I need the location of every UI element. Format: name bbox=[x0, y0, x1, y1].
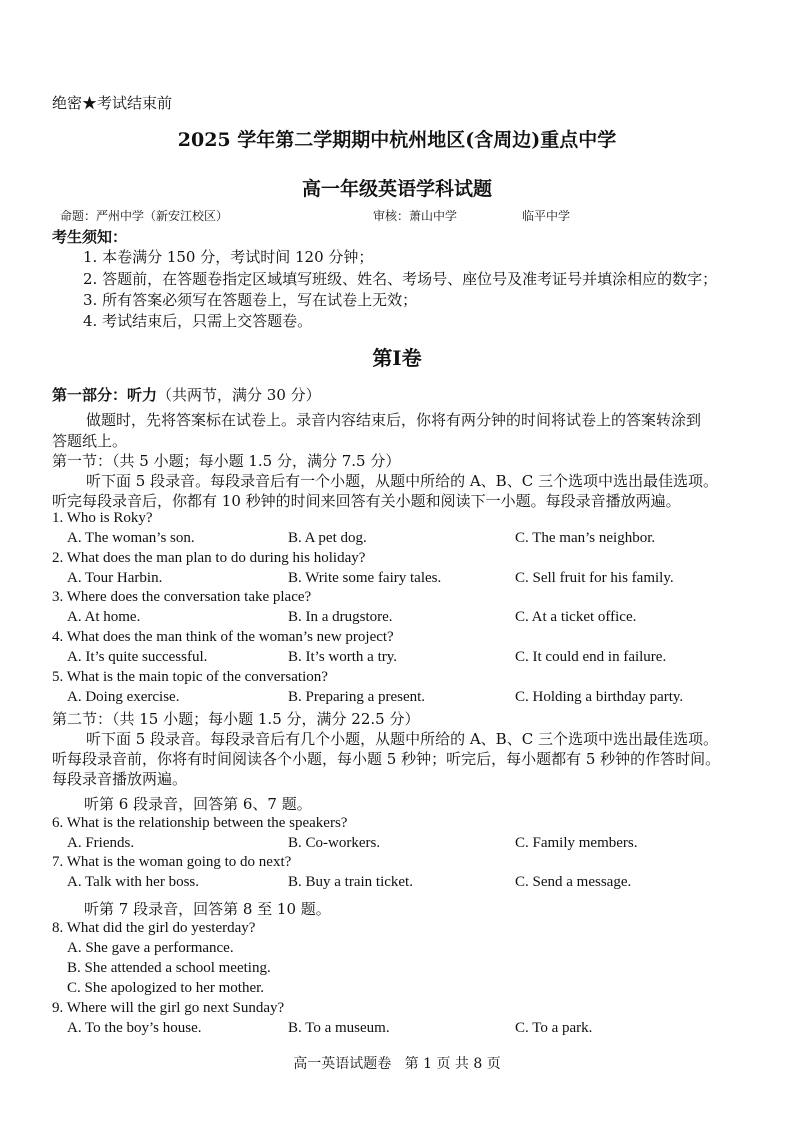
question-stem: 4. What does the man think of the woman’s new project? bbox=[52, 629, 394, 645]
section1-instruction-cont: 听完每段录音后，你都有 10 秒钟的时间来回答有关小题和阅读下一小题。每段录音播放两遍。 bbox=[52, 492, 681, 510]
notice-heading: 考生须知： bbox=[52, 228, 128, 246]
part1-heading-bold: 第一部分：听力 bbox=[52, 386, 158, 404]
section1-instruction: 听下面 5 段录音。每段录音后有一个小题，从题中所给的 A、B、C 三个选项中选出最佳选项。 bbox=[86, 472, 718, 490]
option-a: A. Friends. bbox=[67, 835, 135, 851]
option-c: C. Sell fruit for his family. bbox=[515, 570, 674, 586]
option-c: C. The man’s neighbor. bbox=[515, 530, 656, 546]
option-c: C. At a ticket office. bbox=[515, 609, 637, 625]
section1-heading: 第一节：（共 5 小题；每小题 1.5 分，满分 7.5 分） bbox=[52, 452, 401, 470]
section2-instruction-cont: 听每段录音前，你将有时间阅读各个小题，每小题 5 秒钟；听完后，每小题都有 5 秒钟的作答时间。 bbox=[52, 750, 721, 768]
option-b: B. It’s worth a try. bbox=[288, 649, 398, 665]
option-a: A. The woman’s son. bbox=[67, 530, 195, 546]
question-stem: 6. What is the relationship between the speakers? bbox=[52, 815, 348, 831]
section2-heading: 第二节：（共 15 小题；每小题 1.5 分，满分 22.5 分） bbox=[52, 710, 420, 728]
question-stem: 8. What did the girl do yesterday? bbox=[52, 920, 256, 936]
confidential-mark: 绝密★考试结束前 bbox=[52, 94, 173, 112]
question-stem: 9. Where will the girl go next Sunday? bbox=[52, 1000, 285, 1016]
option-b: B. A pet dog. bbox=[288, 530, 367, 546]
section2-instruction-cont: 每段录音播放两遍。 bbox=[52, 770, 188, 788]
setter-info: 命题：严州中学（新安江校区） bbox=[60, 209, 229, 223]
part1-heading-rest: （共两节，满分 30 分） bbox=[157, 386, 321, 404]
option-c: C. Send a message. bbox=[515, 874, 632, 890]
option-b: B. She attended a school meeting. bbox=[67, 960, 271, 976]
option-b: B. To a museum. bbox=[288, 1020, 390, 1036]
option-a: A. Talk with her boss. bbox=[67, 874, 199, 890]
option-b: B. Buy a train ticket. bbox=[288, 874, 413, 890]
option-b: B. Preparing a present. bbox=[288, 689, 426, 705]
question-stem: 7. What is the woman going to do next? bbox=[52, 854, 292, 870]
part1-heading bbox=[52, 384, 321, 405]
option-c: C. It could end in failure. bbox=[515, 649, 667, 665]
option-a: A. Doing exercise. bbox=[67, 689, 180, 705]
volume-title: 第Ⅰ卷 bbox=[372, 346, 422, 370]
option-b: B. Co-workers. bbox=[288, 835, 381, 851]
section2-instruction: 听下面 5 段录音。每段录音后有几个小题，从题中所给的 A、B、C 三个选项中选出最佳选项。 bbox=[86, 730, 718, 748]
question-stem: 1. Who is Roky? bbox=[52, 510, 153, 526]
question-stem: 5. What is the main topic of the conversation? bbox=[52, 669, 328, 685]
exam-title: 2025 学年第二学期期中杭州地区(含周边)重点中学 bbox=[177, 129, 617, 151]
exam-subtitle: 高一年级英语学科试题 bbox=[301, 178, 492, 200]
notice-item: 4. 考试结束后，只需上交答题卷。 bbox=[83, 312, 313, 330]
option-a: A. To the boy’s house. bbox=[67, 1020, 202, 1036]
notice-item: 2. 答题前，在答题卷指定区域填写班级、姓名、考场号、座位号及准考证号并填涂相应的数字； bbox=[83, 270, 718, 288]
segment-instruction: 听第 7 段录音，回答第 8 至 10 题。 bbox=[84, 900, 331, 918]
option-b: B. Write some fairy tales. bbox=[288, 570, 442, 586]
option-c: C. Family members. bbox=[515, 835, 638, 851]
option-c: C. Holding a birthday party. bbox=[515, 689, 684, 705]
option-a: A. She gave a performance. bbox=[67, 940, 234, 956]
question-stem: 3. Where does the conversation take place? bbox=[52, 589, 312, 605]
page-footer: 高一英语试题卷 第 1 页 共 8 页 bbox=[293, 1056, 501, 1072]
part1-intro: 做题时，先将答案标在试卷上。录音内容结束后，你将有两分钟的时间将试卷上的答案转涂到 bbox=[86, 411, 702, 429]
reviewer-info-2: 临平中学 bbox=[522, 209, 571, 223]
option-a: A. Tour Harbin. bbox=[67, 570, 163, 586]
notice-item: 3. 所有答案必须写在答题卷上，写在试卷上无效； bbox=[83, 291, 418, 309]
option-b: B. In a drugstore. bbox=[288, 609, 393, 625]
reviewer-info: 审核：萧山中学 bbox=[373, 209, 458, 223]
option-a: A. It’s quite successful. bbox=[67, 649, 208, 665]
option-c: C. She apologized to her mother. bbox=[67, 980, 265, 996]
part1-intro-cont: 答题纸上。 bbox=[52, 432, 128, 450]
question-stem: 2. What does the man plan to do during his holiday? bbox=[52, 550, 366, 566]
notice-item: 1. 本卷满分 150 分，考试时间 120 分钟； bbox=[83, 248, 374, 266]
segment-instruction: 听第 6 段录音，回答第 6、7 题。 bbox=[84, 795, 312, 813]
option-a: A. At home. bbox=[67, 609, 141, 625]
option-c: C. To a park. bbox=[515, 1020, 593, 1036]
